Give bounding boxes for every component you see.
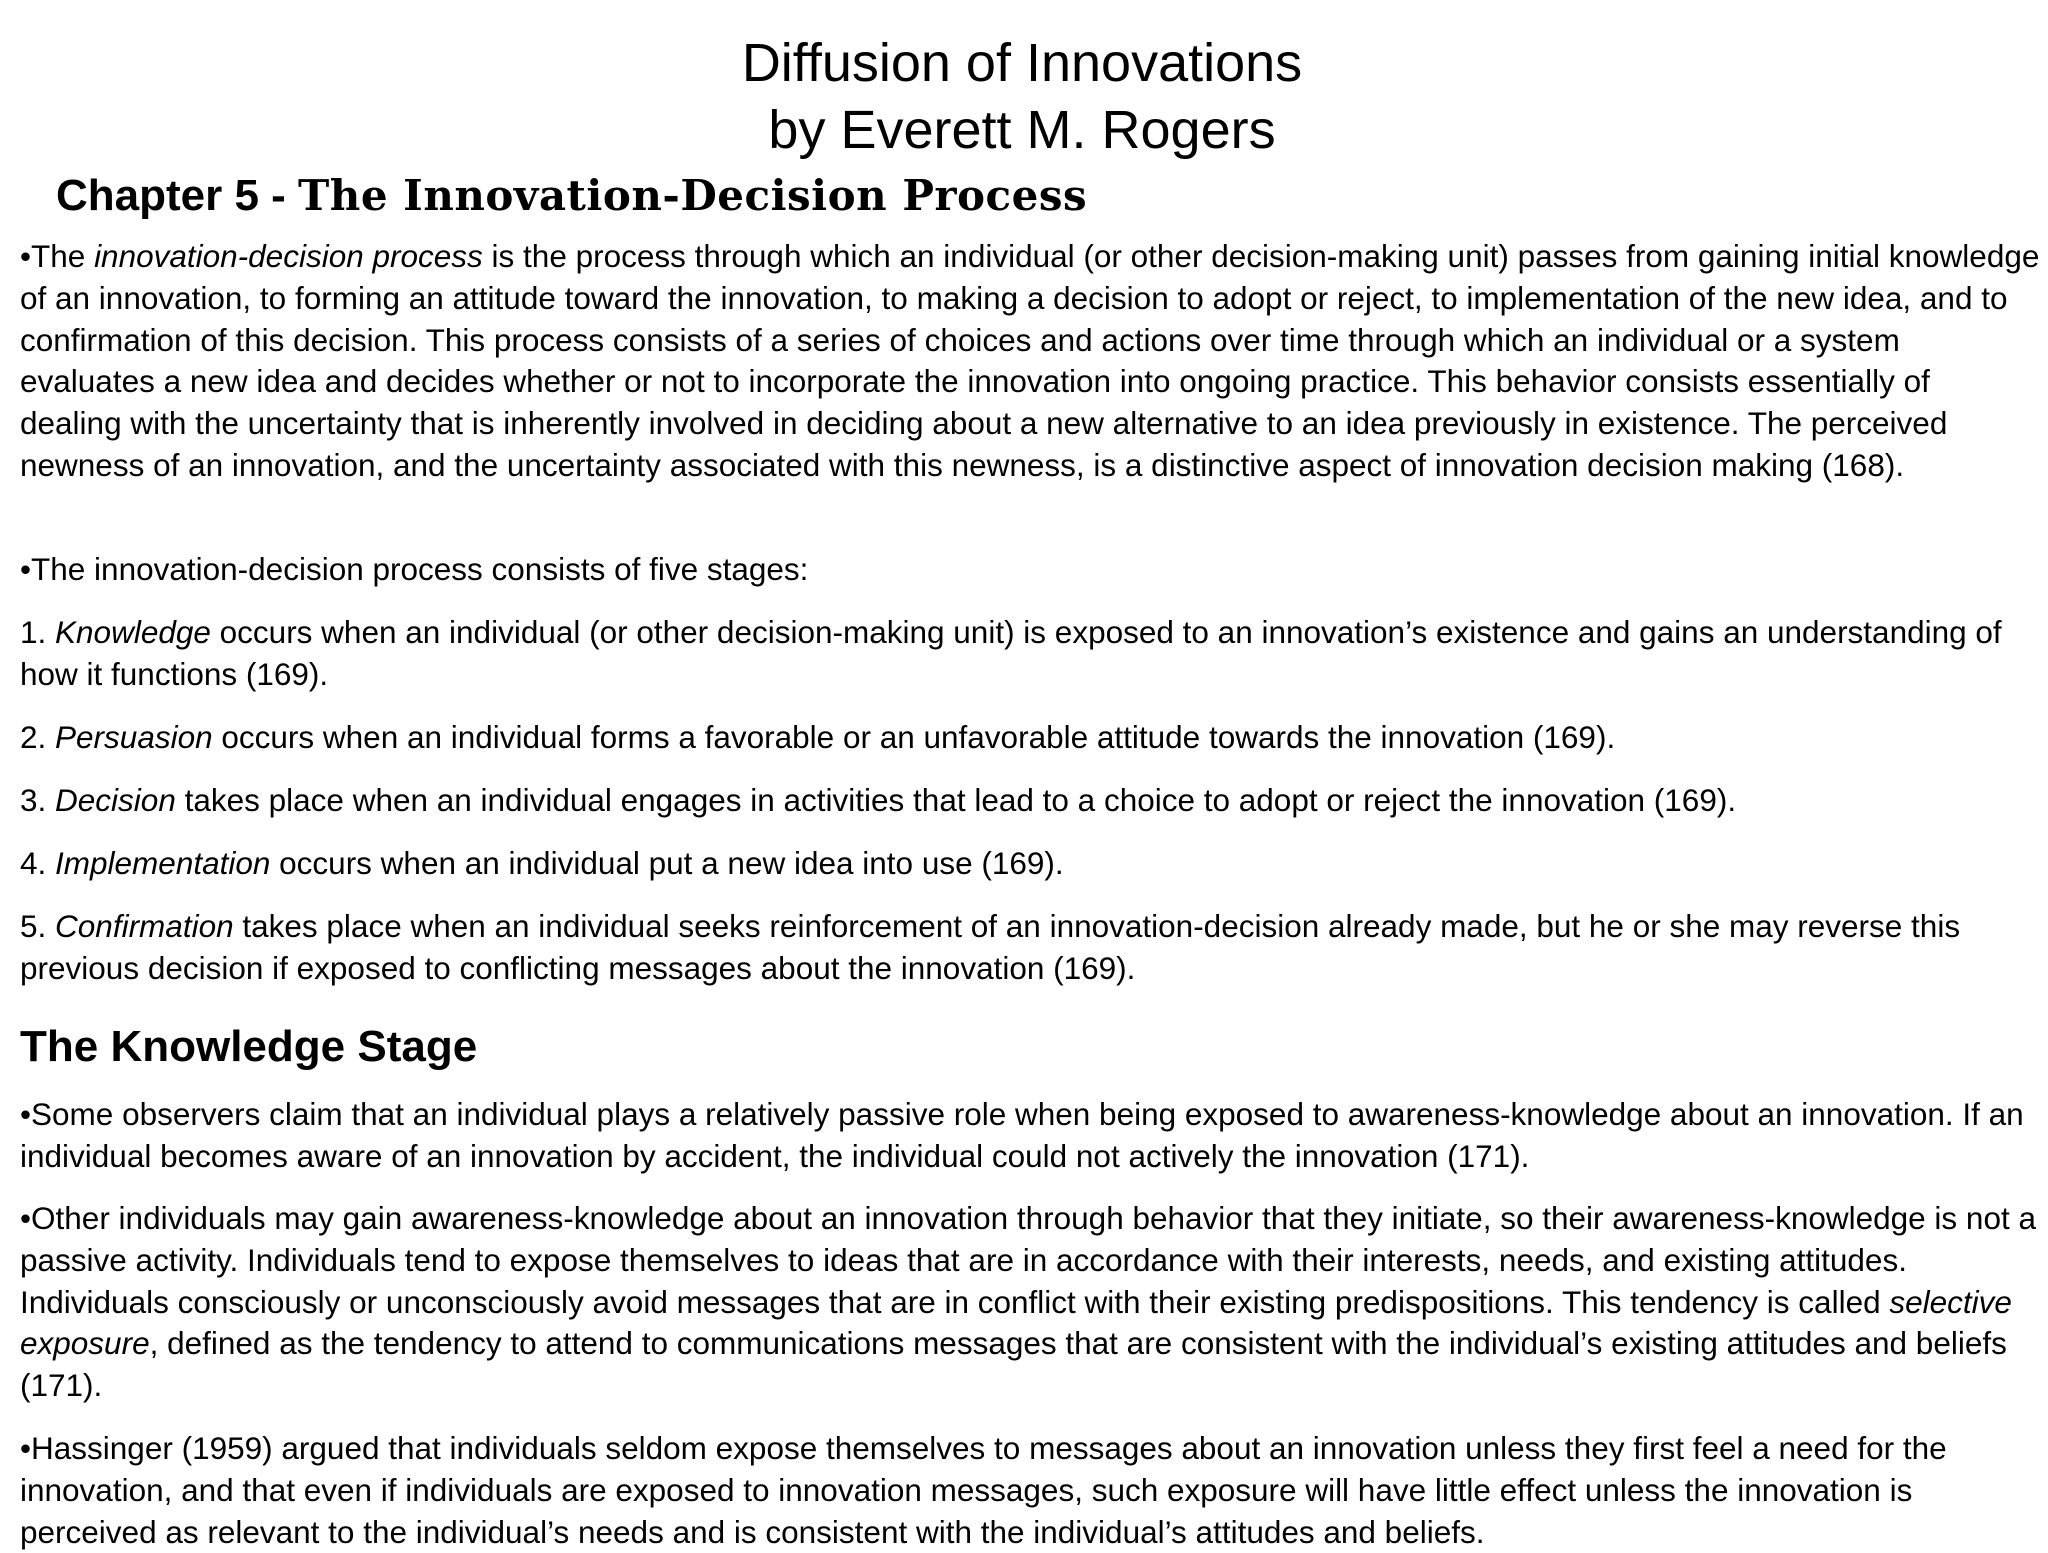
stage-term: Implementation xyxy=(55,845,271,881)
stage-item xyxy=(20,906,2040,990)
stage-term: Persuasion xyxy=(55,719,213,755)
stage-item xyxy=(20,843,2040,885)
stage-number: 4. xyxy=(20,845,56,881)
stage-text: occurs when an individual (or other decision-making unit) is exposed to an innovation’s existence and gains an understanding of how it functions (169). xyxy=(20,614,2002,692)
chapter-heading xyxy=(56,168,1087,224)
stage-term: Confirmation xyxy=(55,908,234,944)
stage-item xyxy=(20,612,2040,696)
stage-term: Decision xyxy=(55,782,176,818)
stage-number: 3. xyxy=(20,782,56,818)
stage-number: 5. xyxy=(20,908,56,944)
chapter-name: The Innovation-Decision Process xyxy=(298,171,1088,220)
chapter-prefix: Chapter 5 - xyxy=(56,171,299,220)
intro-term: innovation-decision process xyxy=(94,238,483,274)
stage-text: takes place when an individual engages in activities that lead to a choice to adopt or reject the innovation (169). xyxy=(175,782,1737,818)
stage-item xyxy=(20,717,2040,759)
stage-number: 2. xyxy=(20,719,56,755)
knowledge-term: selective exposure xyxy=(20,1283,2012,1362)
knowledge-text: , defined as the tendency to attend to communications messages that are consistent with the individual’s existing attitudes and beliefs (171). xyxy=(20,1325,2007,1404)
intro-bullet-text: •The xyxy=(20,238,95,274)
knowledge-paragraph: •Some observers claim that an individual plays a relatively passive role when being exposed to awareness-knowledge about an innovation. If an individual becomes aware of an innovation by accident, the individual could not actively the innovation (171). xyxy=(20,1096,2024,1174)
knowledge-paragraph: •Hassinger (1959) argued that individuals seldom expose themselves to messages about an innovation unless they first feel a need for the innovation, and that even if individuals are exposed to innovation messages, such exposure will have little effect unless the innovation is perceived as relevant to the individual’s needs and is consistent with the individual’s attitudes and beliefs. xyxy=(20,1430,1947,1550)
stage-number: 1. xyxy=(20,614,56,650)
stage-text: occurs when an individual forms a favorable or an unfavorable attitude towards the innovation (169). xyxy=(212,719,1616,755)
knowledge-text: •Other individuals may gain awareness-knowledge about an innovation through behavior that they initiate, so their awareness-knowledge is not a passive activity. Individuals tend to expose themselves to ideas that are in accordance with their interests, needs, and existing attitudes. Individuals consciously or unconsciously avoid messages that are in conflict with their existing predispositions. This tendency is called xyxy=(20,1200,2036,1320)
intro-paragraph xyxy=(20,236,2040,487)
stage-item xyxy=(20,780,2040,822)
stage-text: takes place when an individual seeks reinforcement of an innovation-decision already made, but he or she may reverse this previous decision if exposed to conflicting messages about the innovation (169). xyxy=(20,908,1961,986)
stage-text: occurs when an individual put a new idea into use (169). xyxy=(270,845,1064,881)
knowledge-paragraph xyxy=(20,1198,2040,1407)
intro-text: is the process through which an individual (or other decision-making unit) passes from gaining initial knowledge of an innovation, to forming an attitude toward the innovation, to making a decision to adopt or reject, to implementation of the new idea, and to confirmation of this decision. This process consists of a series of choices and actions over time through which an individual or a system evaluates a new idea and decides whether or not to incorporate the innovation into ongoing practice. This behavior consists essentially of dealing with the uncertainty that is inherently involved in deciding about a new alternative to an idea previously in existence. The perceived newness of an innovation, and the uncertainty associated with this newness, is a distinctive aspect of innovation decision making (168). xyxy=(20,238,2040,483)
document-author: by Everett M. Rogers xyxy=(768,100,1276,160)
stage-term: Knowledge xyxy=(55,614,211,650)
section-heading: The Knowledge Stage xyxy=(20,1022,478,1071)
stages-intro: •The innovation-decision process consists of five stages: xyxy=(20,551,809,587)
document-title: Diffusion of Innovations xyxy=(741,33,1303,93)
